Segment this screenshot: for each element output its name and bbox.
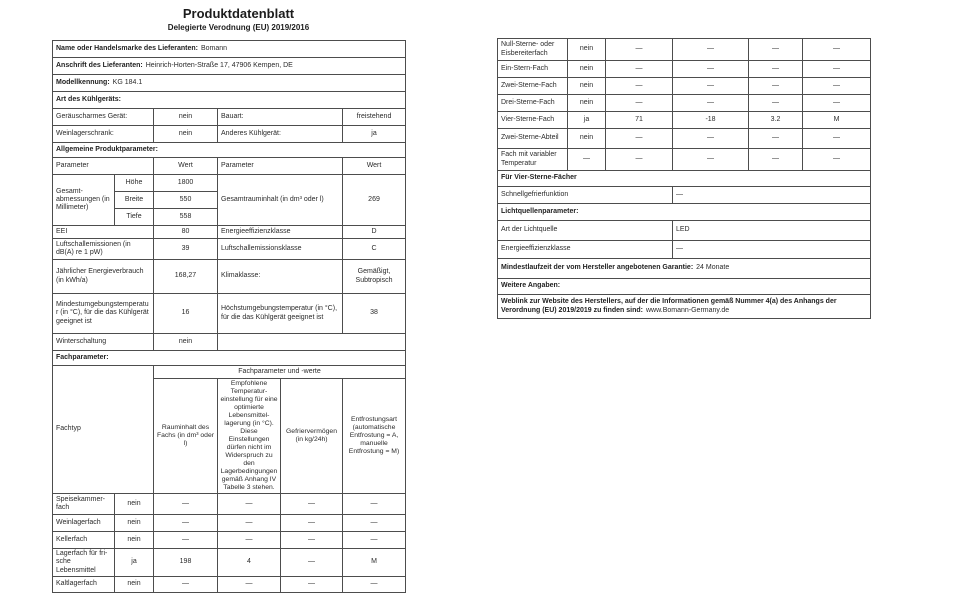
dimension-value-0: 1800	[154, 175, 218, 192]
rfach-6-name: Fach mit variabler Temperatur	[498, 149, 568, 171]
param-1-label: Luftschallemissionen (in dB(A) re 1 pW)	[53, 239, 154, 260]
winter-row	[53, 334, 406, 351]
warranty-cell	[498, 259, 871, 279]
type-row-1	[53, 126, 406, 143]
rfach-4-present: ja	[568, 112, 606, 129]
type-0-label: Geräuscharmes Gerät:	[53, 109, 154, 126]
page-title: Produktdatenblatt	[182, 6, 295, 21]
param-3-label: Mindestumgebungstemperatur (in °C), für die das Kühlgerät geeignet ist	[53, 294, 154, 334]
fach-2-present: nein	[115, 532, 154, 549]
fach-4-name: Kaltlagerfach	[53, 576, 115, 592]
fach-4-present: nein	[115, 576, 154, 592]
fach-3-temp: 4	[218, 549, 281, 577]
fach-section-row	[53, 351, 406, 366]
type-1-value2: ja	[343, 126, 406, 143]
rfach-1-freeze: —	[749, 61, 803, 78]
light-source-label: Art der Lichtquelle	[498, 221, 673, 241]
four-star-section-title: Für Vier-Sterne-Fächer	[498, 171, 871, 187]
rfach-2-defrost: —	[803, 78, 871, 95]
rfach-2-freeze: —	[749, 78, 803, 95]
type-0-value2: freistehend	[343, 109, 406, 126]
model-row	[53, 75, 406, 92]
fach-4-defrost: —	[343, 576, 406, 592]
fach-row-kaltlagerfach	[53, 576, 406, 592]
type-1-value: nein	[154, 126, 218, 143]
fach-0-freeze: —	[281, 494, 343, 515]
rfach-4-volume: 71	[606, 112, 673, 129]
more-section-row	[498, 279, 871, 295]
supplier-value: Bomann	[201, 44, 228, 52]
fach-row-zwei-sterne-abteil	[498, 129, 871, 149]
fach-3-name: Lagerfach für fri-sche Lebensmittel	[53, 549, 115, 577]
address-cell	[53, 58, 406, 75]
light-efficiency-row	[498, 241, 871, 259]
fach-2-freeze: —	[281, 532, 343, 549]
rfach-4-temp: -18	[673, 112, 749, 129]
light-section-title: Lichtquellenparameter:	[498, 204, 871, 221]
fach-col-defrost-header: Entfrostungsart (automatische Entfrostung = A, manuelle Entfrostung = M)	[343, 379, 406, 494]
address-label: Anschrift des Lieferanten:	[56, 61, 143, 69]
rfach-5-defrost: —	[803, 129, 871, 149]
rfach-6-defrost: —	[803, 149, 871, 171]
rfach-6-freeze: —	[749, 149, 803, 171]
type-section-row	[53, 92, 406, 109]
fach-3-present: ja	[115, 549, 154, 577]
dimensions-row-0	[53, 175, 406, 192]
fast-freeze-label: Schnellgefrierfunktion	[498, 187, 673, 204]
light-section-row	[498, 204, 871, 221]
winter-value: nein	[154, 334, 218, 351]
fach-group-header-row	[53, 366, 406, 379]
rfach-4-defrost: M	[803, 112, 871, 129]
fach-row-lagerfach-frische	[53, 549, 406, 577]
fach-1-freeze: —	[281, 515, 343, 532]
param-0-value: 80	[154, 226, 218, 239]
model-value: KG 184.1	[112, 78, 143, 86]
supplier-row	[53, 41, 406, 58]
weblink-url: www.Bomann-Germany.de	[645, 306, 730, 314]
fast-freeze-value: —	[673, 187, 871, 204]
rfach-3-defrost: —	[803, 95, 871, 112]
param-header-2: Parameter	[218, 158, 343, 175]
type-1-label2: Anderes Kühlgerät:	[218, 126, 343, 143]
fach-0-defrost: —	[343, 494, 406, 515]
dimension-name-2: Tiefe	[115, 209, 154, 226]
fach-2-name: Kellerfach	[53, 532, 115, 549]
dimension-value-2: 558	[154, 209, 218, 226]
param-header-row	[53, 158, 406, 175]
fach-1-name: Weinlagerfach	[53, 515, 115, 532]
rfach-2-temp: —	[673, 78, 749, 95]
warranty-value: 24 Monate	[696, 264, 730, 272]
dimension-name-1: Breite	[115, 192, 154, 209]
fach-row-kellerfach	[53, 532, 406, 549]
fach-col-freeze-header: Gefriervermögen (in kg/24h)	[281, 379, 343, 494]
fach-row-zwei-sterne	[498, 78, 871, 95]
fach-4-freeze: —	[281, 576, 343, 592]
fach-1-temp: —	[218, 515, 281, 532]
param-2-value2: Gemäßigt, Subtropisch	[343, 260, 406, 294]
weblink-cell	[498, 295, 871, 319]
dimension-name-0: Höhe	[115, 175, 154, 192]
param-header-0: Parameter	[53, 158, 154, 175]
fach-row-drei-sterne	[498, 95, 871, 112]
fach-row-variable-temperatur	[498, 149, 871, 171]
rfach-3-name: Drei-Sterne-Fach	[498, 95, 568, 112]
fach-row-vier-sterne	[498, 112, 871, 129]
fachtyp-header: Fachtyp	[53, 366, 154, 494]
light-source-row	[498, 221, 871, 241]
light-efficiency-label: Energieeffizienzklasse	[498, 241, 673, 259]
four-star-section-row	[498, 171, 871, 187]
rfach-3-freeze: —	[749, 95, 803, 112]
fach-group-header: Fachparameter und -werte	[154, 366, 406, 379]
rfach-5-name: Zwei-Sterne-Abteil	[498, 129, 568, 149]
fach-4-volume: —	[154, 576, 218, 592]
fach-row-null-sterne	[498, 39, 871, 61]
supplier-label: Name oder Handelsmarke des Lieferanten:	[56, 44, 198, 52]
dimensions-label: Gesamt-abmessungen (in Millimeter)	[53, 175, 115, 226]
warranty-row	[498, 259, 871, 279]
fach-2-defrost: —	[343, 532, 406, 549]
param-row-3	[53, 294, 406, 334]
fach-3-defrost: M	[343, 549, 406, 577]
param-2-label2: Klimaklasse:	[218, 260, 343, 294]
fach-row-speisekammer	[53, 494, 406, 515]
param-header-1: Wert	[154, 158, 218, 175]
param-2-label: Jährlicher Energieverbrauch (in kWh/a)	[53, 260, 154, 294]
type-1-label: Weinlagerschrank:	[53, 126, 154, 143]
total-volume-label: Gesamtrauminhalt (in dm³ oder l)	[218, 175, 343, 226]
param-3-label2: Höchstumgebungstemperatur (in °C), für die das Kühlgerät geeignet ist	[218, 294, 343, 334]
page-subtitle: Delegierte Verodnung (EU) 2019/2016	[167, 23, 310, 32]
fach-row-ein-stern	[498, 61, 871, 78]
rfach-6-temp: —	[673, 149, 749, 171]
fach-1-defrost: —	[343, 515, 406, 532]
model-cell	[53, 75, 406, 92]
fach-2-temp: —	[218, 532, 281, 549]
rfach-6-present: —	[568, 149, 606, 171]
rfach-0-defrost: —	[803, 39, 871, 61]
rfach-1-present: nein	[568, 61, 606, 78]
general-section-title: Allgemeine Produktparameter:	[53, 143, 406, 158]
rfach-0-name: Null-Sterne- oder Eisbereiterfach	[498, 39, 568, 61]
param-3-value: 16	[154, 294, 218, 334]
type-0-value: nein	[154, 109, 218, 126]
rfach-6-volume: —	[606, 149, 673, 171]
light-source-value: LED	[673, 221, 871, 241]
rfach-3-volume: —	[606, 95, 673, 112]
address-value: Heinrich-Horten-Straße 17, 47906 Kempen, DE	[145, 61, 293, 69]
rfach-5-temp: —	[673, 129, 749, 149]
weblink-row	[498, 295, 871, 319]
rfach-4-freeze: 3.2	[749, 112, 803, 129]
fach-1-present: nein	[115, 515, 154, 532]
fach-3-freeze: —	[281, 549, 343, 577]
param-row-2	[53, 260, 406, 294]
total-volume-value: 269	[343, 175, 406, 226]
fach-2-volume: —	[154, 532, 218, 549]
param-0-value2: D	[343, 226, 406, 239]
param-0-label2: Energieeffizienzklasse	[218, 226, 343, 239]
fast-freeze-row	[498, 187, 871, 204]
weblink-label: Weblink zur Website des Herstellers, auf der die Informationen gemäß Nummer 4(a) des Anhangs der Verordnung (EU) 2019/2019 zu finden sind:	[501, 298, 837, 314]
type-row-0	[53, 109, 406, 126]
fach-0-present: nein	[115, 494, 154, 515]
light-efficiency-value: —	[673, 241, 871, 259]
param-row-0	[53, 226, 406, 239]
winter-empty-cell	[218, 334, 406, 351]
param-2-value: 168,27	[154, 260, 218, 294]
rfach-3-present: nein	[568, 95, 606, 112]
right-table	[497, 38, 871, 319]
more-section-title: Weitere Angaben:	[498, 279, 871, 295]
rfach-0-present: nein	[568, 39, 606, 61]
winter-label: Winterschaltung	[53, 334, 154, 351]
rfach-1-name: Ein-Stern-Fach	[498, 61, 568, 78]
fach-row-weinlagerfach	[53, 515, 406, 532]
rfach-1-temp: —	[673, 61, 749, 78]
fach-4-temp: —	[218, 576, 281, 592]
param-row-1	[53, 239, 406, 260]
rfach-1-volume: —	[606, 61, 673, 78]
model-label: Modellkennung:	[56, 78, 110, 86]
param-header-3: Wert	[343, 158, 406, 175]
param-1-value: 39	[154, 239, 218, 260]
param-1-value2: C	[343, 239, 406, 260]
supplier-cell	[53, 41, 406, 58]
rfach-1-defrost: —	[803, 61, 871, 78]
type-section-title: Art des Kühlgeräts:	[53, 92, 406, 109]
rfach-5-freeze: —	[749, 129, 803, 149]
general-section-row	[53, 143, 406, 158]
rfach-5-volume: —	[606, 129, 673, 149]
rfach-2-name: Zwei-Sterne-Fach	[498, 78, 568, 95]
rfach-5-present: nein	[568, 129, 606, 149]
dimension-value-1: 550	[154, 192, 218, 209]
fach-0-volume: —	[154, 494, 218, 515]
fach-col-temp-header: Empfohlene Temperatur-einstellung für eine optimierte Lebensmittel-lagerung (in °C). Diese Einstellungen dürfen nicht im Widerspruch zu den Lagerbedingungen gemäß Anhang IV Tabelle 3 stehen.	[218, 379, 281, 494]
rfach-0-volume: —	[606, 39, 673, 61]
left-table	[52, 40, 406, 593]
fach-1-volume: —	[154, 515, 218, 532]
rfach-0-freeze: —	[749, 39, 803, 61]
rfach-2-volume: —	[606, 78, 673, 95]
fach-0-name: Speisekammer-fach	[53, 494, 115, 515]
rfach-3-temp: —	[673, 95, 749, 112]
rfach-4-name: Vier-Sterne-Fach	[498, 112, 568, 129]
address-row	[53, 58, 406, 75]
fach-3-volume: 198	[154, 549, 218, 577]
fach-col-volume-header: Rauminhalt des Fachs (in dm³ oder l)	[154, 379, 218, 494]
rfach-2-present: nein	[568, 78, 606, 95]
param-0-label: EEI	[53, 226, 154, 239]
type-0-label2: Bauart:	[218, 109, 343, 126]
warranty-label: Mindestlaufzeit der vom Hersteller angebotenen Garantie:	[501, 264, 694, 272]
fach-section-title: Fachparameter:	[53, 351, 406, 366]
param-1-label2: Luftschallemissionsklasse	[218, 239, 343, 260]
fach-0-temp: —	[218, 494, 281, 515]
param-3-value2: 38	[343, 294, 406, 334]
rfach-0-temp: —	[673, 39, 749, 61]
